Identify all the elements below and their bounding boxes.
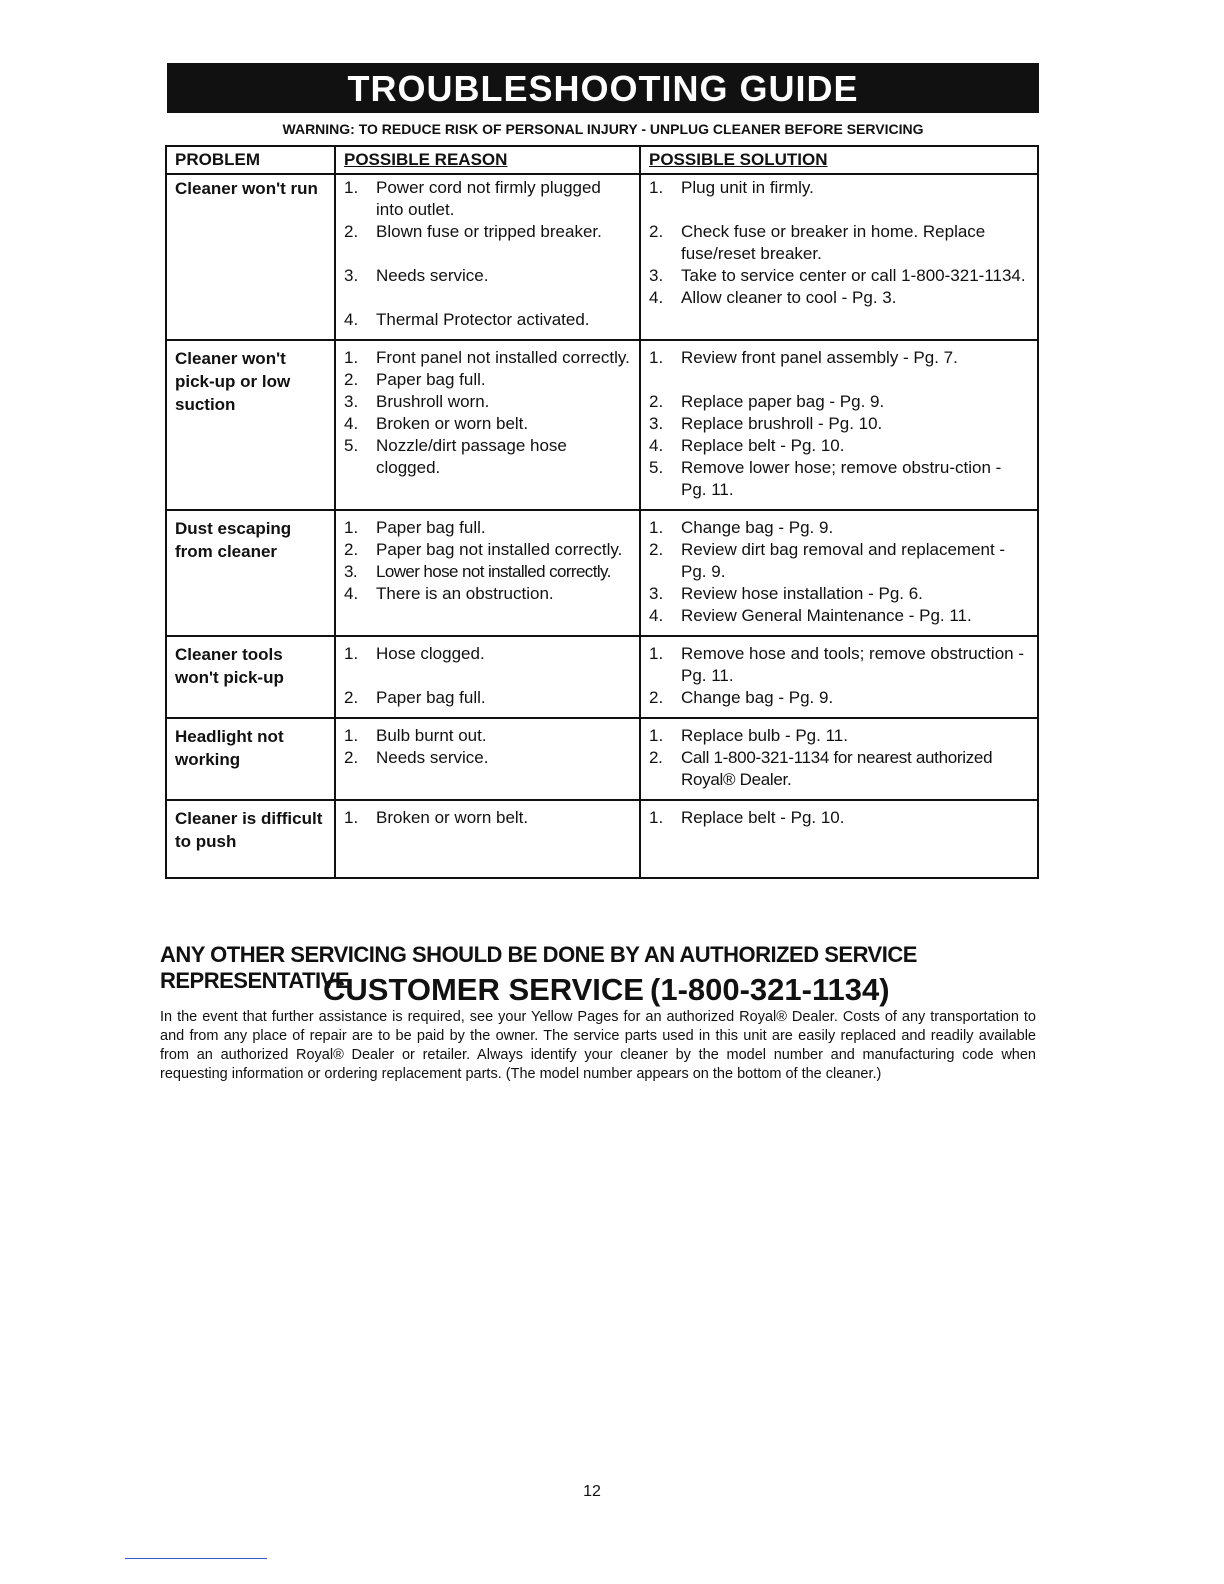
list-item: 2. Paper bag full. [344, 370, 486, 389]
solution-cell [640, 510, 1038, 636]
list-item: 1. Replace belt - Pg. 10. [649, 808, 845, 827]
list-item: 1. Remove hose and tools; remove obstruction - Pg. 11. [649, 644, 1025, 685]
list-item: 3. Replace brushroll - Pg. 10. [649, 414, 883, 433]
reason-cell [335, 510, 640, 636]
page-number: 12 [583, 1483, 601, 1500]
list-item: 1. Hose clogged. [344, 644, 485, 663]
service-paragraph: In the event that further assistance is required, see your Yellow Pages for an authorized Royal® Dealer. Costs of any transportation to and from any place of repair are to be paid by the owner. The service parts used in this unit are easily replaced and readily available from an authorized Royal® Dealer or retailer. Always identify your cleaner by the model number and manufacturing code when requesting information or ordering replacement parts. (The model number appears on the bottom of the cleaner.) [160, 1009, 1036, 1082]
list-item: 2. Needs service. [344, 748, 489, 767]
list-item: 2. Replace paper bag - Pg. 9. [649, 392, 885, 411]
reason-cell [335, 636, 640, 718]
list-item: 4. Thermal Protector activated. [344, 310, 590, 329]
column-header-problem: PROBLEM [166, 146, 335, 174]
list-item: 4. There is an obstruction. [344, 584, 554, 603]
list-item: 4. Broken or worn belt. [344, 414, 529, 433]
list-item: 2. Blown fuse or tripped breaker. [344, 222, 602, 241]
list-item: 2. Paper bag not installed correctly. [344, 540, 623, 559]
problem-cell: Cleaner tools won't pick-up [166, 636, 335, 718]
safety-warning: WARNING: TO REDUCE RISK OF PERSONAL INJURY - UNPLUG CLEANER BEFORE SERVICING [282, 121, 924, 137]
table-row [166, 800, 1038, 878]
list-item: 1. Paper bag full. [344, 518, 486, 537]
list-item: 4. Allow cleaner to cool - Pg. 3. [649, 288, 897, 307]
table-header-row [166, 146, 1038, 174]
list-item: 1. Bulb burnt out. [344, 726, 487, 745]
table-row [166, 718, 1038, 800]
table-row [166, 340, 1038, 510]
reason-cell [335, 800, 640, 878]
service-notice: ANY OTHER SERVICING SHOULD BE DONE BY AN AUTHORIZED SERVICE REPRESENTATIVE [160, 942, 917, 993]
list-item: 3. Review hose installation - Pg. 6. [649, 584, 923, 603]
table-row [166, 174, 1038, 340]
list-item: 1. Broken or worn belt. [344, 808, 529, 827]
solution-cell [640, 718, 1038, 800]
list-item: 1. Plug unit in firmly. [649, 178, 814, 197]
table-row [166, 636, 1038, 718]
list-item: 1. Power cord not firmly plugged into outlet. [344, 178, 601, 219]
customer-service-label: CUSTOMER SERVICE [323, 972, 644, 1007]
list-item: 1. Review front panel assembly - Pg. 7. [649, 348, 958, 367]
list-item: 2. Change bag - Pg. 9. [649, 688, 834, 707]
list-item: 3. Brushroll worn. [344, 392, 490, 411]
customer-service-line [160, 972, 1040, 1012]
footer-divider [125, 1558, 267, 1559]
problem-cell: Cleaner is difficult to push [166, 800, 335, 878]
list-item: 4. Review General Maintenance - Pg. 11. [649, 606, 972, 625]
list-item: 4. Replace belt - Pg. 10. [649, 436, 845, 455]
reason-cell [335, 340, 640, 510]
solution-cell [640, 800, 1038, 878]
column-header-solution: POSSIBLE SOLUTION [640, 146, 1038, 174]
customer-service-phone: (1-800-321-1134) [650, 972, 890, 1007]
list-item: 5. Nozzle/dirt passage hose clogged. [344, 436, 567, 477]
list-item: 3. Take to service center or call 1-800-321-1134. [649, 266, 1026, 285]
column-header-reason: POSSIBLE REASON [335, 146, 640, 174]
list-item: 5. Remove lower hose; remove obstru-ction - Pg. 11. [649, 458, 1002, 499]
list-item: 2. Review dirt bag removal and replacement - Pg. 9. [649, 540, 1006, 581]
list-item: 1. Front panel not installed correctly. [344, 348, 630, 367]
solution-cell [640, 174, 1038, 340]
list-item: 2. Call 1-800-321-1134 for nearest authorized Royal® Dealer. [649, 748, 993, 789]
page-title: TROUBLESHOOTING GUIDE [167, 63, 1039, 113]
problem-cell: Dust escaping from cleaner [166, 510, 335, 636]
troubleshooting-table [165, 145, 1039, 879]
solution-cell [640, 340, 1038, 510]
list-item: 1. Change bag - Pg. 9. [649, 518, 834, 537]
reason-cell [335, 718, 640, 800]
problem-cell: Headlight not working [166, 718, 335, 800]
problem-cell: Cleaner won't pick-up or low suction [166, 340, 335, 510]
table-row [166, 510, 1038, 636]
solution-cell [640, 636, 1038, 718]
reason-cell [335, 174, 640, 340]
list-item: 2. Check fuse or breaker in home. Replace fuse/reset breaker. [649, 222, 986, 263]
list-item: 3. Needs service. [344, 266, 489, 285]
list-item: 3. Lower hose not installed correctly. [344, 562, 611, 581]
list-item: 1. Replace bulb - Pg. 11. [649, 726, 848, 745]
list-item: 2. Paper bag full. [344, 688, 486, 707]
problem-cell: Cleaner won't run [166, 174, 335, 340]
